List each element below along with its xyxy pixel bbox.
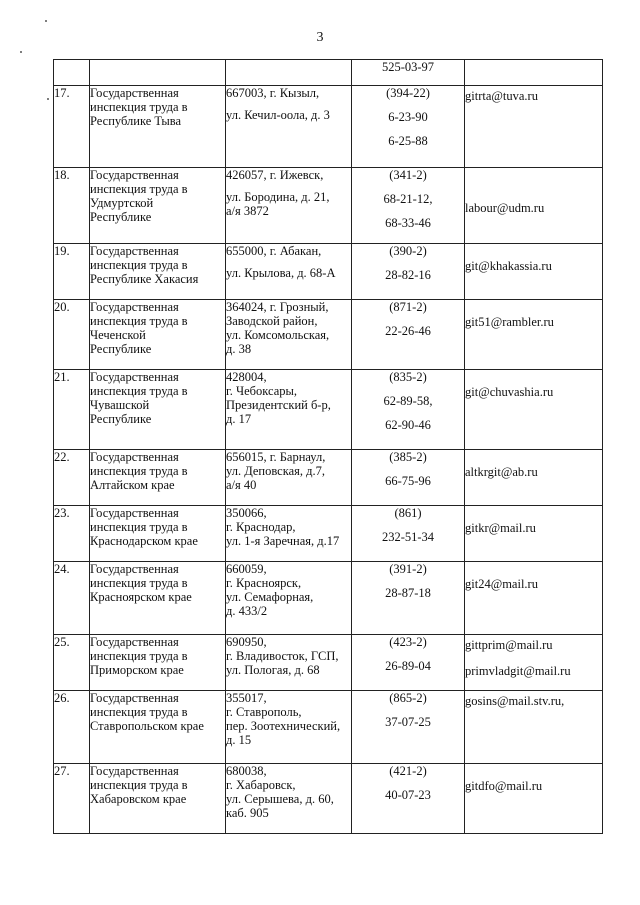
phone-line: 68-33-46 bbox=[385, 216, 431, 230]
address-line: г. Красноярск, bbox=[226, 576, 302, 590]
email-cell bbox=[465, 168, 603, 244]
inspection-name-line: Государственная bbox=[90, 506, 179, 520]
address-line: а/я 40 bbox=[226, 478, 257, 492]
inspection-name-line: Государственная bbox=[90, 244, 179, 258]
row-number: 21. bbox=[54, 370, 70, 384]
address-line: ул. 1-я Заречная, д.17 bbox=[226, 534, 340, 548]
inspection-name-cell bbox=[90, 168, 226, 244]
phone-line: 22-26-46 bbox=[385, 324, 431, 338]
inspection-name-line: Ставропольском крае bbox=[90, 719, 204, 733]
row-number: 18. bbox=[54, 168, 70, 182]
row-number-cell bbox=[54, 764, 90, 834]
inspection-name-line: Республике Хакасия bbox=[90, 272, 199, 286]
address-line: ул. Деповская, д.7, bbox=[226, 464, 326, 478]
scan-speck bbox=[47, 98, 49, 100]
email-cell bbox=[465, 764, 603, 834]
email-address: gitkr@mail.ru bbox=[465, 521, 536, 535]
address-line: ул. Бородина, д. 21, bbox=[226, 190, 330, 204]
address-line: 355017, bbox=[226, 691, 267, 705]
inspection-name-cell bbox=[90, 506, 226, 562]
address-line: Президентский б-р, bbox=[226, 398, 331, 412]
email-cell bbox=[465, 635, 603, 691]
table-row bbox=[54, 764, 603, 834]
inspection-name-cell bbox=[90, 450, 226, 506]
phone-line: 525-03-97 bbox=[381, 60, 435, 74]
address-line: ул. Крылова, д. 68-А bbox=[226, 266, 336, 280]
email-cell bbox=[465, 450, 603, 506]
inspections-table bbox=[53, 59, 603, 834]
phone-cell bbox=[352, 635, 465, 691]
row-number: 20. bbox=[54, 300, 70, 314]
address-line: пер. Зоотехнический, bbox=[226, 719, 341, 733]
row-number-cell bbox=[54, 506, 90, 562]
phone-line: (341-2) bbox=[389, 168, 427, 182]
address-line: ул. Пологая, д. 68 bbox=[226, 663, 320, 677]
inspection-name-line: инспекция труда в bbox=[90, 520, 188, 534]
address-cell bbox=[226, 691, 352, 764]
email-cell bbox=[465, 60, 603, 86]
address-cell bbox=[226, 635, 352, 691]
email-cell bbox=[465, 244, 603, 300]
row-number-cell bbox=[54, 244, 90, 300]
address-line: 690950, bbox=[226, 635, 267, 649]
row-number: 22. bbox=[54, 450, 70, 464]
address-line: 426057, г. Ижевск, bbox=[226, 168, 324, 182]
phone-line: (390-2) bbox=[389, 244, 427, 258]
email-address: git24@mail.ru bbox=[465, 577, 538, 591]
inspection-name-line: инспекция труда в bbox=[90, 384, 188, 398]
inspection-name-line: Республике bbox=[90, 210, 152, 224]
row-number: 25. bbox=[54, 635, 70, 649]
email-address: gitrta@tuva.ru bbox=[465, 89, 538, 103]
table-row bbox=[54, 86, 603, 168]
address-line: ул. Комсомольская, bbox=[226, 328, 330, 342]
scan-speck bbox=[20, 51, 22, 53]
inspection-name-line: Республике bbox=[90, 412, 152, 426]
inspection-name-line: инспекция труда в bbox=[90, 100, 188, 114]
inspection-name-line: инспекция труда в bbox=[90, 778, 188, 792]
address-cell bbox=[226, 450, 352, 506]
table-row bbox=[54, 244, 603, 300]
inspection-name-line: Республике bbox=[90, 342, 152, 356]
email-cell bbox=[465, 86, 603, 168]
address-cell bbox=[226, 86, 352, 168]
inspection-name-line: инспекция труда в bbox=[90, 314, 188, 328]
address-line: д. 17 bbox=[226, 412, 252, 426]
phone-line: 6-25-88 bbox=[388, 134, 428, 148]
phone-line: (871-2) bbox=[389, 300, 427, 314]
table-row bbox=[54, 562, 603, 635]
inspection-name-line: Краснодарском крае bbox=[90, 534, 198, 548]
address-line: г. Ставрополь, bbox=[226, 705, 302, 719]
address-line: г. Чебоксары, bbox=[226, 384, 298, 398]
address-cell bbox=[226, 168, 352, 244]
email-cell bbox=[465, 370, 603, 450]
inspection-name-cell bbox=[90, 562, 226, 635]
address-gap bbox=[226, 258, 351, 266]
phone-line: (865-2) bbox=[389, 691, 427, 705]
address-line: д. 433/2 bbox=[226, 604, 268, 618]
phone-cell bbox=[352, 370, 465, 450]
address-cell bbox=[226, 60, 352, 86]
inspection-name-line: инспекция труда в bbox=[90, 258, 188, 272]
page-number: 3 bbox=[316, 30, 324, 45]
phone-cell bbox=[352, 691, 465, 764]
address-line: г. Хабаровск, bbox=[226, 778, 296, 792]
phone-line: 66-75-96 bbox=[385, 474, 431, 488]
address-cell bbox=[226, 764, 352, 834]
address-line: ул. Семафорная, bbox=[226, 590, 314, 604]
inspection-name-cell bbox=[90, 300, 226, 370]
phone-line: (421-2) bbox=[389, 764, 427, 778]
inspection-name-cell bbox=[90, 86, 226, 168]
address-line: ул. Серышева, д. 60, bbox=[226, 792, 334, 806]
inspection-name-line: Красноярском крае bbox=[90, 590, 192, 604]
row-number: 19. bbox=[54, 244, 70, 258]
inspection-name-line: Государственная bbox=[90, 168, 179, 182]
email-cell bbox=[465, 506, 603, 562]
row-number-cell bbox=[54, 60, 90, 86]
address-line: 428004, bbox=[226, 370, 267, 384]
row-number-cell bbox=[54, 86, 90, 168]
phone-line: (423-2) bbox=[389, 635, 427, 649]
phone-line: 40-07-23 bbox=[385, 788, 431, 802]
table-row bbox=[54, 60, 603, 86]
email-address: git@chuvashia.ru bbox=[465, 385, 554, 399]
phone-line: (385-2) bbox=[389, 450, 427, 464]
scan-speck bbox=[45, 20, 47, 22]
table-row bbox=[54, 300, 603, 370]
row-number-cell bbox=[54, 562, 90, 635]
inspection-name-line: Государственная bbox=[90, 764, 179, 778]
inspection-name-cell bbox=[90, 370, 226, 450]
email-address: git@khakassia.ru bbox=[465, 259, 552, 273]
email-address: gittprim@mail.ru bbox=[465, 638, 553, 652]
phone-line: 28-82-16 bbox=[385, 268, 431, 282]
inspection-name-cell bbox=[90, 691, 226, 764]
inspection-name-line: инспекция труда в bbox=[90, 705, 188, 719]
phone-cell bbox=[352, 168, 465, 244]
row-number: 17. bbox=[54, 86, 70, 100]
phone-line: 28-87-18 bbox=[385, 586, 431, 600]
row-number-cell bbox=[54, 450, 90, 506]
inspection-name-line: инспекция труда в bbox=[90, 182, 188, 196]
phone-line: 68-21-12, bbox=[383, 192, 433, 206]
phone-line: 62-89-58, bbox=[383, 394, 433, 408]
table-row bbox=[54, 370, 603, 450]
row-number: 26. bbox=[54, 691, 70, 705]
inspection-name-line: Государственная bbox=[90, 86, 179, 100]
row-number-cell bbox=[54, 168, 90, 244]
address-cell bbox=[226, 300, 352, 370]
address-line: д. 15 bbox=[226, 733, 252, 747]
email-cell bbox=[465, 562, 603, 635]
phone-line: 37-07-25 bbox=[385, 715, 431, 729]
inspection-name-line: Государственная bbox=[90, 562, 179, 576]
inspection-name-line: Алтайском крае bbox=[90, 478, 175, 492]
email-address: primvladgit@mail.ru bbox=[465, 664, 571, 678]
address-line: 667003, г. Кызыл, bbox=[226, 86, 320, 100]
inspection-name-cell bbox=[90, 635, 226, 691]
row-number-cell bbox=[54, 370, 90, 450]
phone-cell bbox=[352, 562, 465, 635]
email-address: git51@rambler.ru bbox=[465, 315, 554, 329]
row-number-cell bbox=[54, 300, 90, 370]
phone-cell bbox=[352, 86, 465, 168]
address-line: а/я 3872 bbox=[226, 204, 269, 218]
phone-line: (391-2) bbox=[389, 562, 427, 576]
address-line: 660059, bbox=[226, 562, 267, 576]
address-line: каб. 905 bbox=[226, 806, 269, 820]
address-line: 364024, г. Грозный, bbox=[226, 300, 329, 314]
inspection-name-cell bbox=[90, 244, 226, 300]
phone-cell bbox=[352, 450, 465, 506]
email-cell bbox=[465, 691, 603, 764]
inspection-name-line: Государственная bbox=[90, 450, 179, 464]
email-address: gosins@mail.stv.ru, bbox=[465, 694, 565, 708]
table-row bbox=[54, 691, 603, 764]
inspection-name-line: Республике Тыва bbox=[90, 114, 182, 128]
address-line: 655000, г. Абакан, bbox=[226, 244, 322, 258]
inspection-name-cell bbox=[90, 60, 226, 86]
email-cell bbox=[465, 300, 603, 370]
phone-line: (835-2) bbox=[389, 370, 427, 384]
address-line: 350066, bbox=[226, 506, 267, 520]
row-number-cell bbox=[54, 635, 90, 691]
address-line: д. 38 bbox=[226, 342, 252, 356]
table-row bbox=[54, 450, 603, 506]
inspection-name-cell bbox=[90, 764, 226, 834]
inspection-name-line: Чувашской bbox=[90, 398, 150, 412]
address-cell bbox=[226, 506, 352, 562]
address-cell bbox=[226, 562, 352, 635]
address-line: г. Владивосток, ГСП, bbox=[226, 649, 339, 663]
table-row bbox=[54, 506, 603, 562]
phone-line: (861) bbox=[394, 506, 422, 520]
email-address: altkrgit@ab.ru bbox=[465, 465, 538, 479]
address-gap bbox=[226, 182, 351, 190]
row-number-cell bbox=[54, 691, 90, 764]
phone-line: (394-22) bbox=[386, 86, 430, 100]
inspection-name-line: Государственная bbox=[90, 691, 179, 705]
inspection-name-line: Приморском крае bbox=[90, 663, 184, 677]
inspection-name-line: инспекция труда в bbox=[90, 576, 188, 590]
row-number: 23. bbox=[54, 506, 70, 520]
email-address: labour@udm.ru bbox=[465, 201, 545, 215]
address-gap bbox=[226, 100, 351, 108]
phone-cell bbox=[352, 300, 465, 370]
phone-cell bbox=[352, 60, 465, 86]
address-line: Заводской район, bbox=[226, 314, 318, 328]
table-row bbox=[54, 168, 603, 244]
email-gap bbox=[465, 652, 602, 664]
address-cell bbox=[226, 370, 352, 450]
email-address: gitdfo@mail.ru bbox=[465, 779, 543, 793]
address-line: 656015, г. Барнаул, bbox=[226, 450, 326, 464]
address-line: г. Краснодар, bbox=[226, 520, 296, 534]
inspection-name-line: инспекция труда в bbox=[90, 649, 188, 663]
phone-cell bbox=[352, 764, 465, 834]
phone-cell bbox=[352, 506, 465, 562]
inspection-name-line: Хабаровском крае bbox=[90, 792, 187, 806]
inspection-name-line: Государственная bbox=[90, 370, 179, 384]
phone-line: 26-89-04 bbox=[385, 659, 431, 673]
inspection-name-line: Чеченской bbox=[90, 328, 146, 342]
inspection-name-line: инспекция труда в bbox=[90, 464, 188, 478]
address-line: 680038, bbox=[226, 764, 267, 778]
phone-line: 232-51-34 bbox=[381, 530, 435, 544]
phone-cell bbox=[352, 244, 465, 300]
phone-line: 6-23-90 bbox=[388, 110, 428, 124]
row-number: 27. bbox=[54, 764, 70, 778]
inspection-name-line: Государственная bbox=[90, 635, 179, 649]
address-line: ул. Кечил-оола, д. 3 bbox=[226, 108, 330, 122]
table-row bbox=[54, 635, 603, 691]
inspection-name-line: Удмуртской bbox=[90, 196, 154, 210]
phone-line: 62-90-46 bbox=[385, 418, 431, 432]
inspection-name-line: Государственная bbox=[90, 300, 179, 314]
address-cell bbox=[226, 244, 352, 300]
row-number: 24. bbox=[54, 562, 70, 576]
